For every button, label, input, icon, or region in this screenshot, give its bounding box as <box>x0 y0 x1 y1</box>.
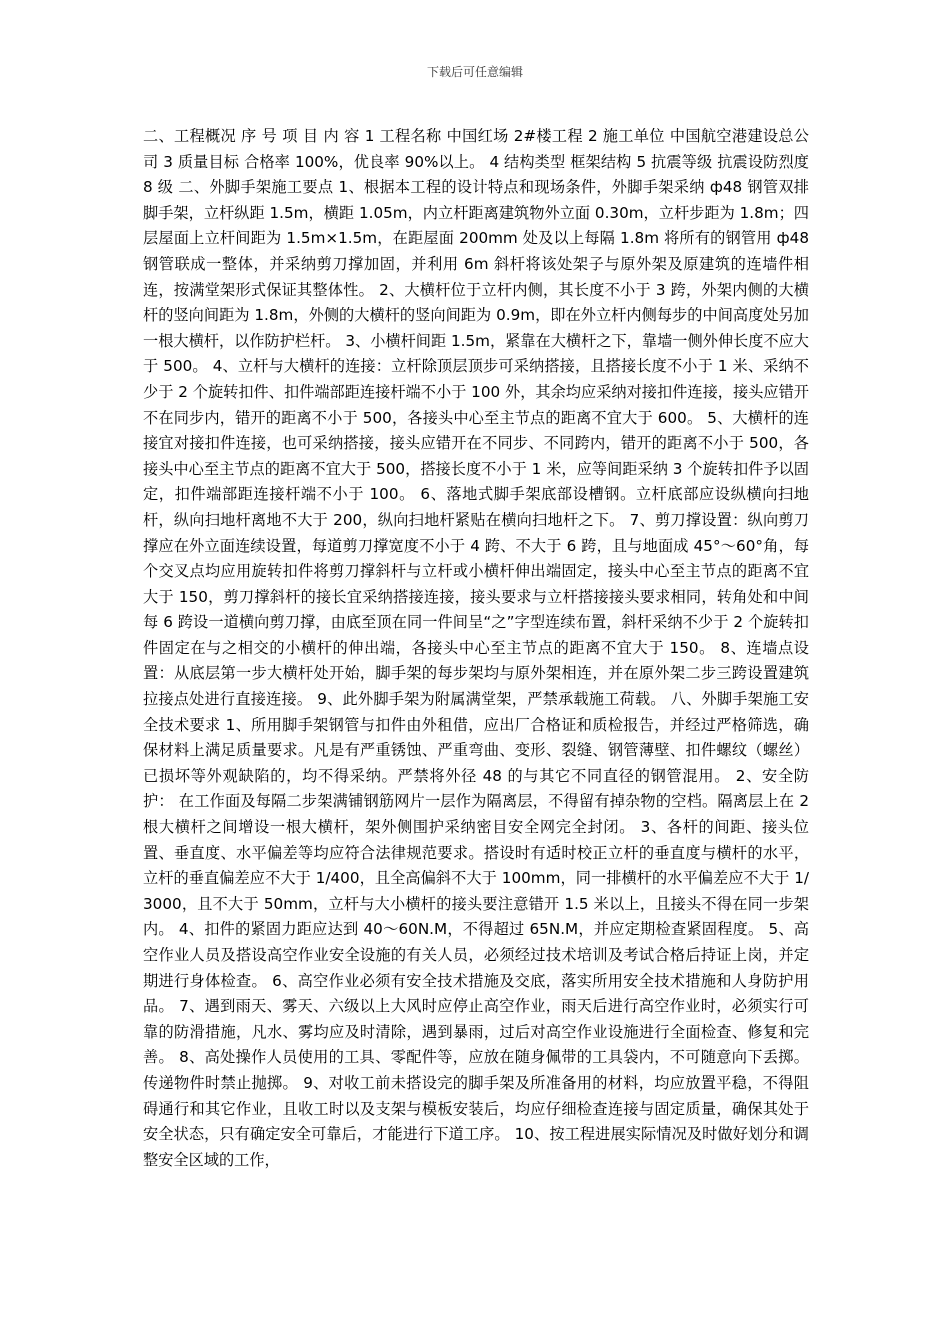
document-body <box>143 124 809 1173</box>
header-text: 下载后可任意编辑 <box>426 65 523 79</box>
page-header <box>0 64 950 80</box>
body-paragraph: 二、工程概况 序 号 项 目 内 容 1 工程名称 中国红场 2#楼工程 2 施工单位 中国航空港建设总公司 3 质量目标 合格率 100%，优良率 90%以上。 4 结构类型 框架结构 5 抗震等级 抗震设防烈度 8 级 二、外脚手架施工要点 1、根据本工程的设计特点和现场条件，外脚手架采纳 ф48 钢管双排脚手架，立杆纵距 1.5m，横距 1.05m，内立杆距离建筑物外立面 0.30m，立杆步距为 1.8m；四层屋面上立杆间距为 1.5m×1.5m，在距屋面 200mm 处及以上每隔 1.8m 将所有的钢管用 ф48 钢管联成一整体，并采纳剪刀撑加固，并利用 6m 斜杆将该处架子与原外架及原建筑的连墙件相连，按满堂架形式保证其整体性。 2、大横杆位于立杆内侧，其长度不小于 3 跨，外架内侧的大横杆的竖向间距为 1.8m，外侧的大横杆的竖向间距为 0.9m，即在外立杆内侧每步的中间高度处另加一根大横杆，以作防护栏杆。 3、小横杆间距 1.5m，紧靠在大横杆之下，靠墙一侧外伸长度不应大于 500。 4、立杆与大横杆的连接：立杆除顶层顶步可采纳搭接，且搭接长度不小于 1 米、采纳不少于 2 个旋转扣件、扣件端部距连接杆端不小于 100 外，其余均应采纳对接扣件连接，接头应错开不在同步内，错开的距离不小于 500，各接头中心至主节点的距离不宜大于 600。 5、大横杆的连接宜对接扣件连接，也可采纳搭接，接头应错开在不同步、不同跨内，错开的距离不小于 500，各接头中心至主节点的距离不宜大于 500，搭接长度不小于 1 米，应等间距采纳 3 个旋转扣件予以固定，扣件端部距连接杆端不小于 100。 6、落地式脚手架底部设槽钢。立杆底部应设纵横向扫地杆，纵向扫地杆离地不大于 200，纵向扫地杆紧贴在横向扫地杆之下。 7、剪刀撑设置：纵向剪刀撑应在外立面连续设置，每道剪刀撑宽度不小于 4 跨、不大于 6 跨，且与地面成 45°～60°角，每个交叉点均应用旋转扣件将剪刀撑斜杆与立杆或小横杆伸出端固定，接头中心至主节点的距离不宜大于 150，剪刀撑斜杆的接长宜采纳搭接连接，接头要求与立杆搭接接头要求相同，转角处和中间每 6 跨设一道横向剪刀撑，由底至顶在同一件间呈“之”字型连续布置，斜杆采纳不少于 2 个旋转扣件固定在与之相交的小横杆的伸出端，各接头中心至主节点的距离不宜大于 150。 8、连墙点设置：从底层第一步大横杆处开始，脚手架的每步架均与原外架相连，并在原外架二步三跨设置建筑拉接点处进行直接连接。 9、此外脚手架为附属满堂架，严禁承载施工荷载。 八、外脚手架施工安全技术要求 1、所用脚手架钢管与扣件由外租借，应出厂合格证和质检报告，并经过严格筛选，确保材料上满足质量要求。凡是有严重锈蚀、严重弯曲、变形、裂缝、钢管薄壁、扣件螺纹（螺丝）已损坏等外观缺陷的，均不得采纳。严禁将外径 48 的与其它不同直径的钢管混用。 2、安全防护： 在工作面及每隔二步架满铺钢筋网片一层作为隔离层，不得留有掉杂物的空档。隔离层上在 2 根大横杆之间增设一根大横杆，架外侧围护采纳密目安全网完全封闭。 3、各杆的间距、接头位置、垂直度、水平偏差等均应符合法律规范要求。搭设时有适时校正立杆的垂直度与横杆的水平，立杆的垂直偏差应不大于 1/400，且全高偏斜不大于 100mm，同一排横杆的水平偏差应不大于 1/3000，且不大于 50mm，立杆与大小横杆的接头要注意错开 1.5 米以上，且接头不得在同一步架内。 4、扣件的紧固力距应达到 40～60N.M，不得超过 65N.M，并应定期检查紧固程度。 5、高空作业人员及搭设高空作业安全设施的有关人员，必须经过技术培训及考试合格后持证上岗，并定期进行身体检查。 6、高空作业必须有安全技术措施及交底，落实所用安全技术措施和人身防护用品。 7、遇到雨天、雾天、六级以上大风时应停止高空作业，雨天后进行高空作业时，必须实行可靠的防滑措施，凡水、雾均应及时清除，遇到暴雨，过后对高空作业设施进行全面检查、修复和完善。 8、高处操作人员使用的工具、零配件等，应放在随身佩带的工具袋内，不可随意向下丢掷。传递物件时禁止抛掷。 9、对收工前未搭设完的脚手架及所准备用的材料，均应放置平稳，不得阻碍通行和其它作业，且收工时以及支架与模板安装后，均应仔细检查连接与固定质量，确保其处于安全状态，只有确定安全可靠后，才能进行下道工序。 10、按工程进展实际情况及时做好划分和调整安全区域的工作， <box>143 127 809 1169</box>
